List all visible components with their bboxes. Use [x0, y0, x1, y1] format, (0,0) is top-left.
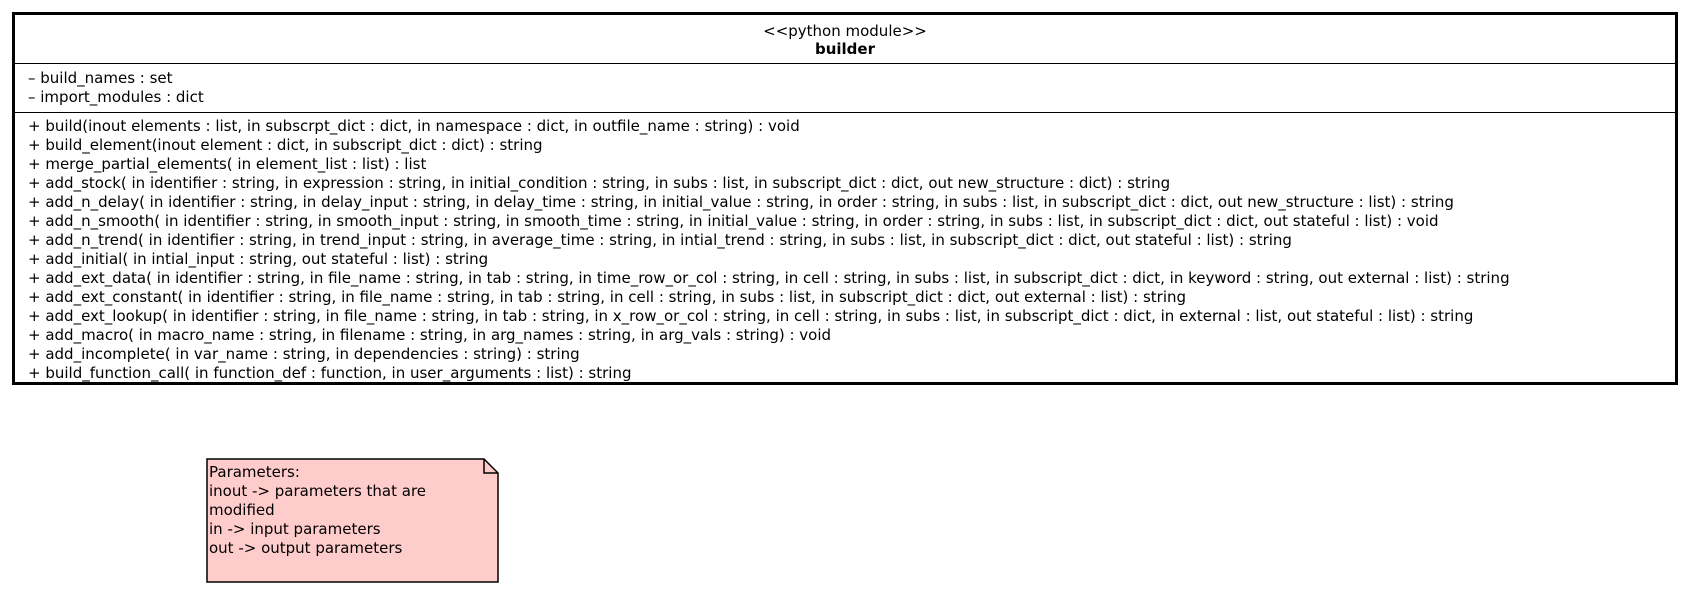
operations-compartment [15, 113, 1675, 383]
operation-row: + add_n_trend( in identifier : string, in trend_input : string, in average_time : string, in intial_trend : string, in subs : list, in subscript_dict : dict, out stateful : list) : string [28, 231, 1292, 249]
parameters-note[interactable] [206, 458, 499, 583]
class-stereotype: <<python module>> [763, 22, 927, 40]
class-header [15, 15, 1675, 64]
note-line: Parameters: [209, 463, 300, 481]
note-line: in -> input parameters [209, 520, 381, 538]
class-builder[interactable] [12, 12, 1678, 385]
note-line: inout -> parameters that are [209, 482, 427, 500]
attribute-row: – import_modules : dict [28, 88, 204, 106]
operation-row: + add_ext_data( in identifier : string, in file_name : string, in tab : string, in time_row_or_col : string, in cell : string, in subs : list, in subscript_dict : dict, in keyword : string, out external : list) : string [28, 269, 1510, 287]
attributes-compartment [15, 64, 1675, 113]
operation-row: + add_stock( in identifier : string, in expression : string, in initial_condition : string, in subs : list, in subscript_dict : dict, out new_structure : dict) : string [28, 174, 1171, 192]
note-line: out -> output parameters [209, 539, 403, 557]
operation-row: + merge_partial_elements( in element_list : list) : list [28, 155, 427, 173]
operation-row: + add_n_delay( in identifier : string, in delay_input : string, in delay_time : string, in initial_value : string, in order : string, in subs : list, in subscript_dict : dict, out new_structure : list) : string [28, 193, 1454, 211]
operation-row: + add_ext_constant( in identifier : string, in file_name : string, in tab : string, in cell : string, in subs : list, in subscript_dict : dict, out external : list) : string [28, 288, 1187, 306]
attribute-row: – build_names : set [28, 69, 173, 87]
note-line: modified [209, 501, 275, 519]
operation-row: + add_incomplete( in var_name : string, in dependencies : string) : string [28, 345, 580, 363]
operation-row: + build_function_call( in function_def : function, in user_arguments : list) : string [28, 364, 632, 382]
note-text [209, 463, 479, 558]
operation-row: + build_element(inout element : dict, in subscript_dict : dict) : string [28, 136, 543, 154]
class-name: builder [814, 40, 875, 58]
operation-row: + add_ext_lookup( in identifier : string, in file_name : string, in tab : string, in x_row_or_col : string, in cell : string, in subs : list, in subscript_dict : dict, in external : list, out stateful : list) : string [28, 307, 1474, 325]
operation-row: + add_initial( in intial_input : string, out stateful : list) : string [28, 250, 489, 268]
operation-row: + add_n_smooth( in identifier : string, in smooth_input : string, in smooth_time : string, in initial_value : string, in order : string, in subs : list, in subscript_dict : dict, out stateful : list) : void [28, 212, 1439, 230]
operation-row: + build(inout elements : list, in subscrpt_dict : dict, in namespace : dict, in outfile_name : string) : void [28, 117, 800, 135]
operation-row: + add_macro( in macro_name : string, in filename : string, in arg_names : string, in arg_vals : string) : void [28, 326, 832, 344]
